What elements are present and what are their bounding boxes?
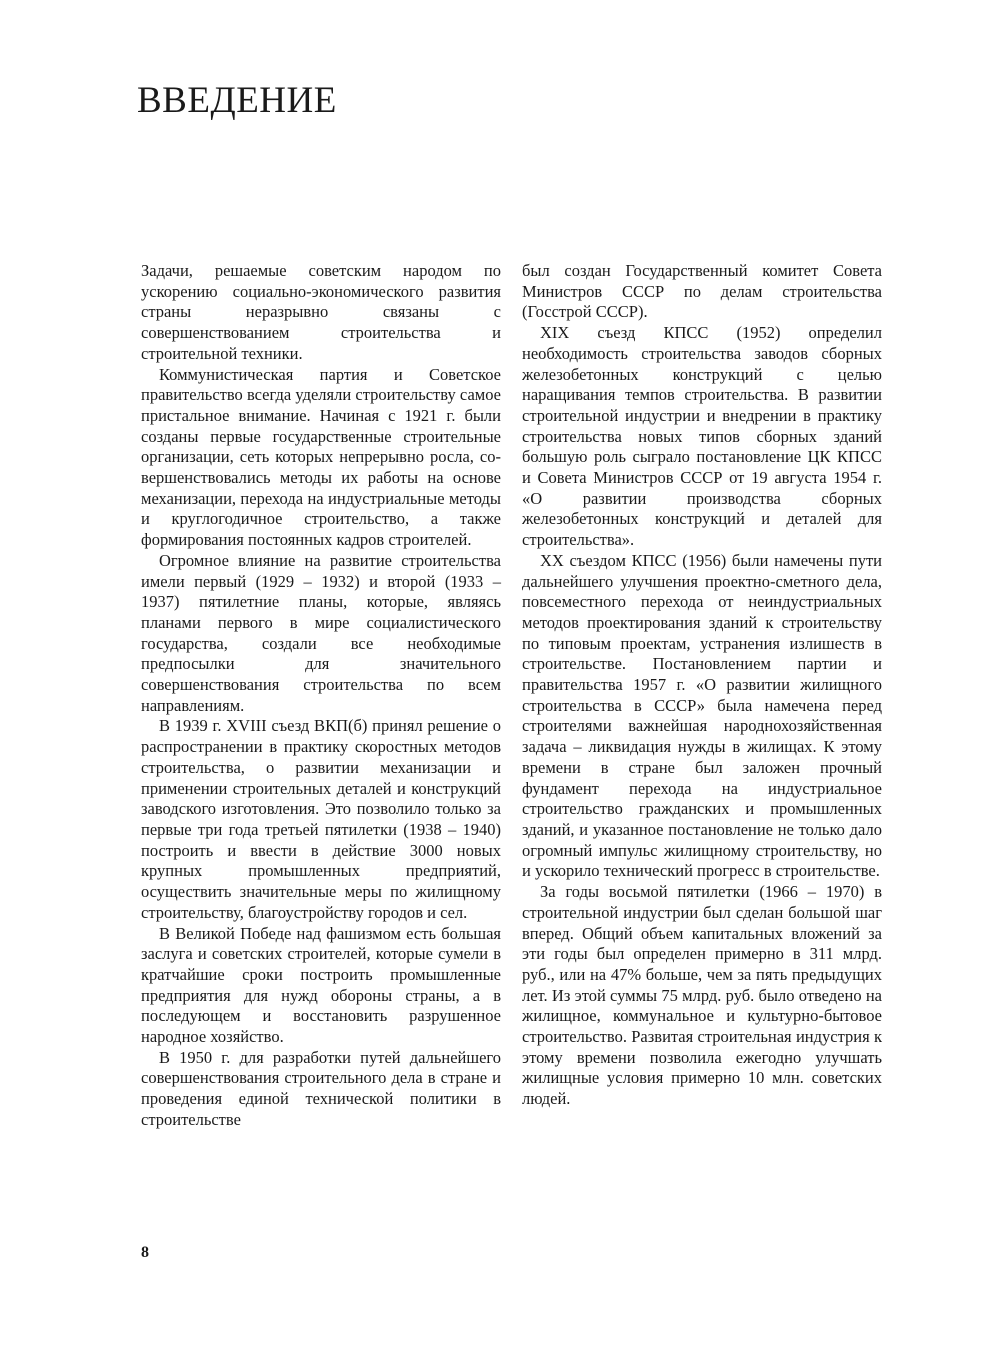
paragraph: За годы восьмой пятилетки (1966 – 1970) в строительной индустрии был сделан большой шаг вперед. Общий объем капитальных вложений за эти годы был определен примерно в 311 млрд. руб., или на 47% больше, чем за пять предыдущих лет. Из этой суммы 75 млрд. руб. было отведено на жилищное, коммунальное и культурно-бытовое строительство. Развитая строительная индустрия к этому времени позволила ежегодно улучшать жилищные условия примерно 10 млн. советских людей. xyxy=(522,882,882,1109)
paragraph-continuation: был создан Государственный комитет Совета Министров СССР по делам строительства (Госстрой СССР). xyxy=(522,261,882,322)
paragraph: Коммунистическая партия и Советское правительство всегда уделяли строительству самое пристальное внимание. Начиная с 1921 г. были созданы первые государственные строительные организации, сеть которых непрерывно росла, совершенствовались методы их работы на основе механизации, перехода на индустриальные методы и круглогодичное строительство, а также формирования постоянных кадров строителей. xyxy=(141,364,501,550)
paragraph: В Великой Победе над фашизмом есть большая заслуга и советских строителей, которые сумели в кратчайшие сроки построить промышленные предприятия для нужд обороны страны, а в последующем и восстановить разрушенное народное хозяйство. xyxy=(141,923,501,1047)
page-title: ВВЕДЕНИЕ xyxy=(137,80,337,121)
paragraph: Задачи, решаемые советским народом по ускорению социально-экономического развития страны неразрывно связаны с совершенствованием строительства и строительной техники. xyxy=(141,261,501,363)
paragraph: XIX съезд КПСС (1952) определил необходимость строительства заводов сборных железобетонных конструкций с целью наращивания темпов строительства. В развитии строительной индустрии и внедрении в практику строительства новых типов сборных зданий большую роль сыграло постановление ЦК КПСС и Совета Министров СССР от 19 августа 1954 г. «О развитии производства сборных железобетонных конструкций и деталей для строительства». xyxy=(522,323,882,550)
paragraph: Огромное влияние на развитие строительства имели первый (1929 – 1932) и второй (1933 – 1937) пятилетние планы, которые, являясь планами первого в мире социалистического государства, создали все необходимые предпосылки для значительного совершенствования строительства по всем направлениям. xyxy=(141,550,501,715)
paragraph: В 1950 г. для разработки путей дальнейшего совершенствования строительного дела в стране и проведения единой технической политики в строительстве xyxy=(141,1047,501,1129)
text-column-left xyxy=(141,261,501,1131)
paragraph: XX съездом КПСС (1956) были намечены пути дальнейшего улучшения проектно-сметного дела, повсеместного перехода от неиндустриальных методов проектирования зданий к строительству по типовым проектам, устранения излишеств в строительстве. Постановлением партии и правительства 1957 г. «О развитии жилищного строительства в СССР» была намечена перед строителями важнейшая народнохозяйственная задача – ликвидация нужды в жилищах. К этому времени в стране был заложен прочный фундамент перехода на индустриальное строительство гражданских и промышленных зданий, и указанное постановление не только дало огромный импульс жилищному строительству, но и ускорило технический прогресс в строительстве. xyxy=(522,550,882,881)
paragraph: В 1939 г. XVIII съезд ВКП(б) принял решение о распространении в практику скоростных методов строительства, о развитии механизации и применении строительных деталей и конструкций заводского изготовления. Это позволило только за первые три года третьей пятилетки (1938 – 1940) построить и ввести в действие 3000 новых крупных промышленных предприятий, осуществить значительные меры по жилищному строительству, благоустройству городов и сел. xyxy=(141,716,501,922)
page-number: 8 xyxy=(141,1244,149,1261)
text-column-right xyxy=(522,261,882,1110)
